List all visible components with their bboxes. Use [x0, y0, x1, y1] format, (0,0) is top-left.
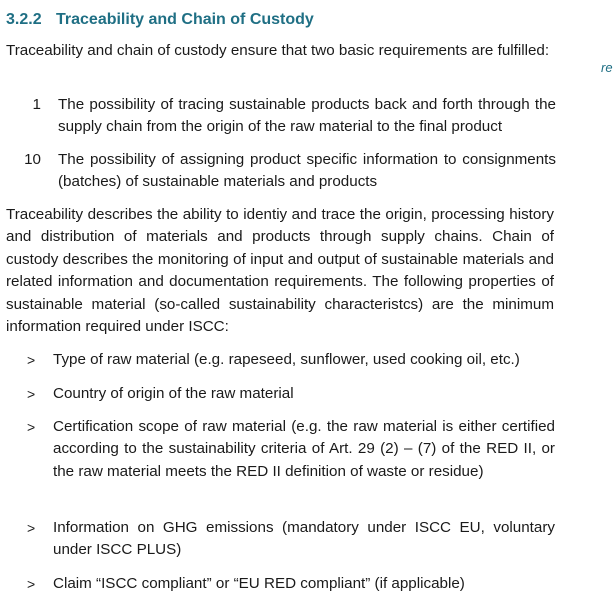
section-number: 3.2.2 — [6, 11, 42, 28]
list-item-text: Country of origin of the raw material — [53, 385, 294, 402]
bullet-marker: > — [27, 520, 36, 536]
section-heading — [6, 11, 314, 29]
list-item-text: Certification scope of raw material (e.g. the raw material is either certified according to the sustainability criteria of Art. 29 (2) – (7) of the RED II, or the raw material meets the RED II definition of waste or residue) — [53, 418, 555, 480]
section-title: Traceability and Chain of Custody — [56, 11, 314, 28]
bullet-marker: > — [27, 386, 36, 402]
body-paragraph: Traceability describes the ability to identiy and trace the origin, processing history and distribution of materials and products through supply chains. Chain of custody describes the monitoring of input and output of sustainable materials and related information and documentation requirements. The following properties of sustainable material (so-called sustainability characteristcs) are the minimum information required under ISCC: — [6, 206, 554, 336]
margin-note: re — [601, 60, 613, 75]
intro-paragraph: Traceability and chain of custody ensure that two basic requirements are fulfilled: — [6, 42, 550, 59]
requirement-text: The possibility of tracing sustainable products back and forth through the supply chain from the origin of the raw material to the final product — [58, 96, 556, 136]
list-item-text: Information on GHG emissions (mandatory under ISCC EU, voluntary under ISCC PLUS) — [53, 519, 555, 559]
list-item-text: Claim “ISCC compliant” or “EU RED compliant” (if applicable) — [53, 575, 465, 592]
list-item-text: Type of raw material (e.g. rapeseed, sunflower, used cooking oil, etc.) — [53, 351, 520, 368]
bullet-marker: > — [27, 419, 36, 435]
bullet-marker: > — [27, 352, 36, 368]
bullet-marker: > — [27, 576, 36, 592]
requirement-text: The possibility of assigning product specific information to consignments (batches) of sustainable materials and products — [58, 151, 556, 191]
requirement-number: 10 — [24, 151, 41, 168]
requirement-number: 1 — [32, 96, 41, 113]
